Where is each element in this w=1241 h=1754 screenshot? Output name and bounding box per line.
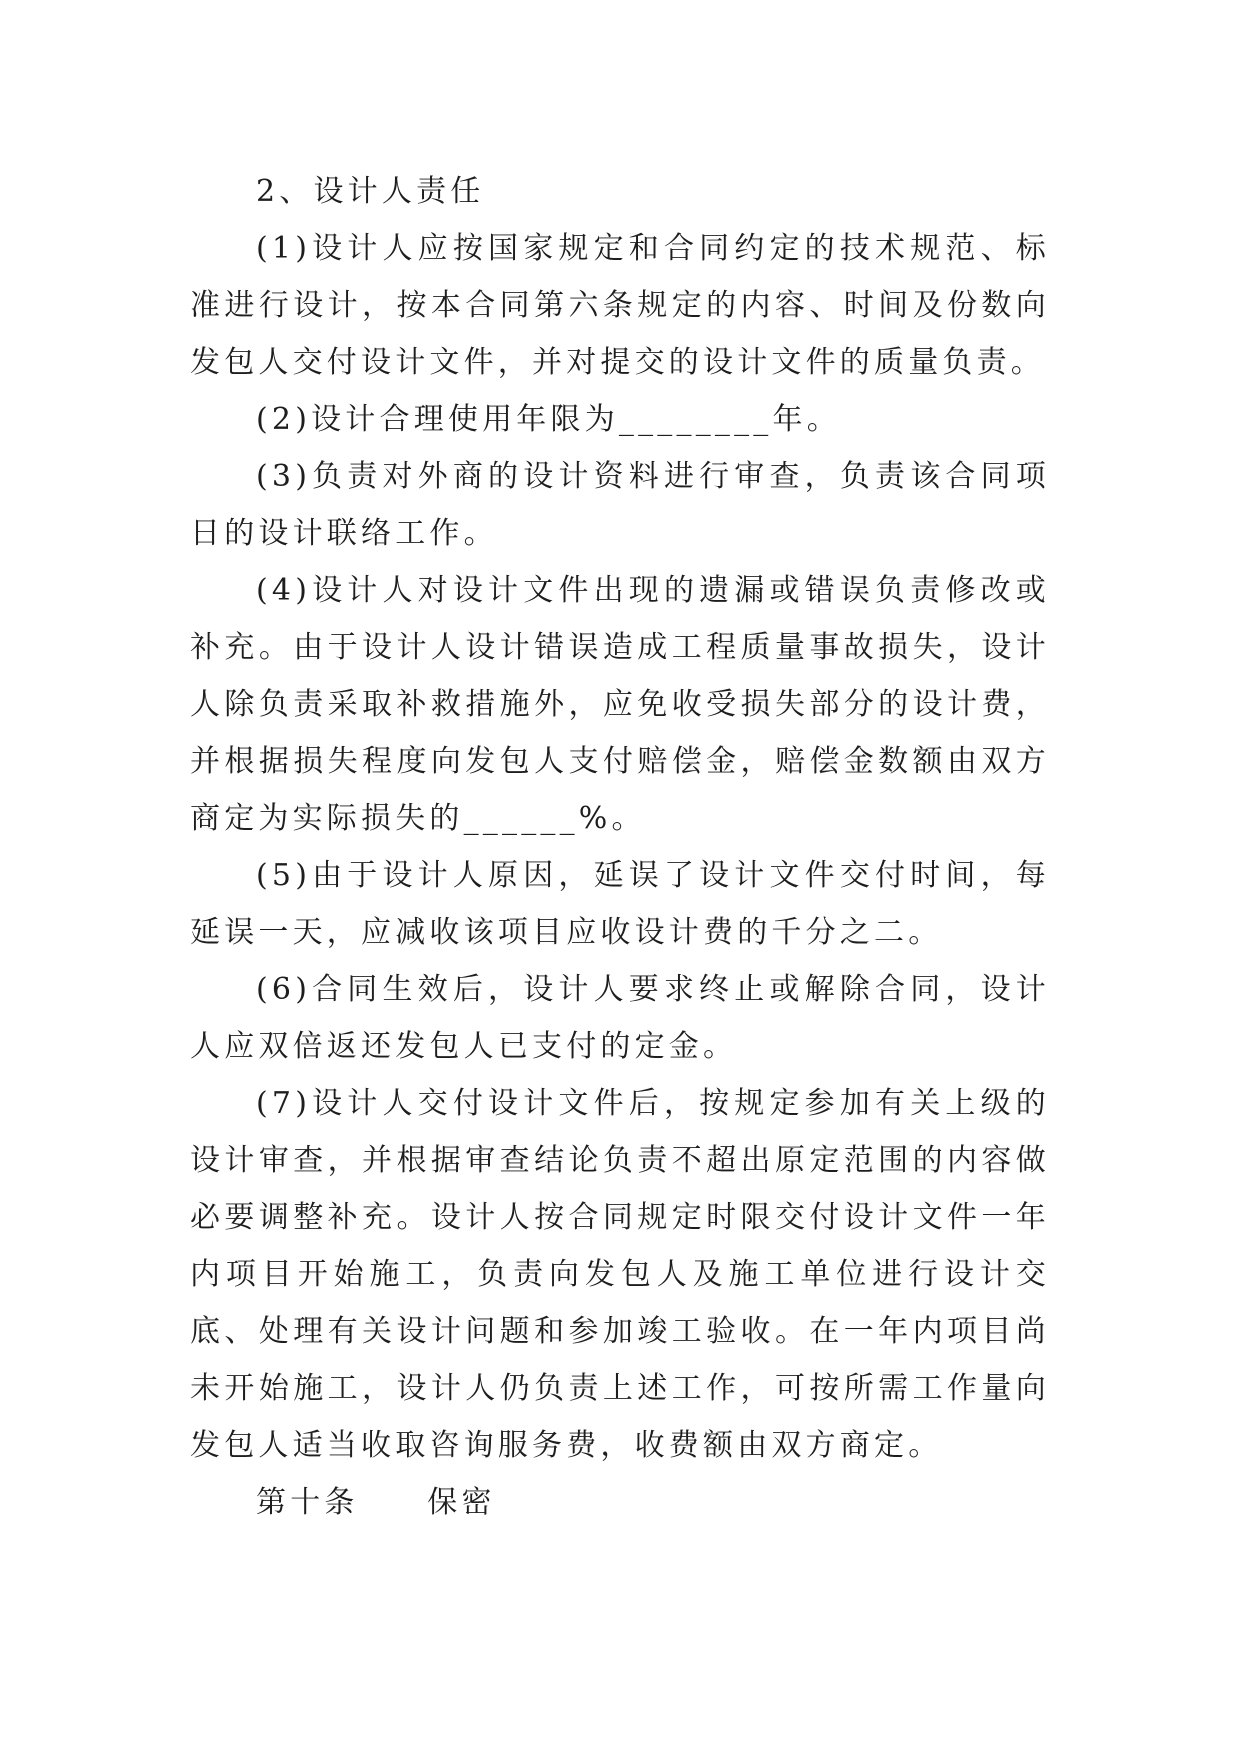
paragraph-6: (6)合同生效后，设计人要求终止或解除合同，设计人应双倍返还发包人已支付的定金。 (190, 972, 1050, 1064)
article-title: 保密 (427, 1485, 496, 1520)
paragraph-1: (1)设计人应按国家规定和合同约定的技术规范、标准进行设计，按本合同第六条规定的内容、时间及份数向发包人交付设计文件，并对提交的设计文件的质量负责。 (190, 231, 1050, 380)
article-heading (190, 1474, 1050, 1531)
document-body (190, 163, 1050, 1531)
paragraph-2: (2)设计合理使用年限为________年。 (256, 402, 841, 437)
paragraph-5: (5)由于设计人原因，延误了设计文件交付时间，每延误一天，应减收该项目应收设计费的千分之二。 (190, 858, 1050, 950)
paragraph-3: (3)负责对外商的设计资料进行审查，负责该合同项日的设计联络工作。 (190, 459, 1050, 551)
paragraph-4: (4)设计人对设计文件出现的遗漏或错误负责修改或补充。由于设计人设计错误造成工程质量事故损失，设计人除负责采取补救措施外，应免收受损失部分的设计费，并根据损失程度向发包人支付赔偿金，赔偿金数额由双方商定为实际损失的______%。 (190, 573, 1050, 836)
article-number: 第十条 (256, 1485, 359, 1520)
paragraph-7: (7)设计人交付设计文件后，按规定参加有关上级的设计审查，并根据审查结论负责不超出原定范围的内容做必要调整补充。设计人按合同规定时限交付设计文件一年内项目开始施工，负责向发包人及施工单位进行设计交底、处理有关设计问题和参加竣工验收。在一年内项目尚未开始施工，设计人仍负责上述工作，可按所需工作量向发包人适当收取咨询服务费，收费额由双方商定。 (190, 1086, 1050, 1463)
section-heading: 2、设计人责任 (256, 174, 485, 209)
